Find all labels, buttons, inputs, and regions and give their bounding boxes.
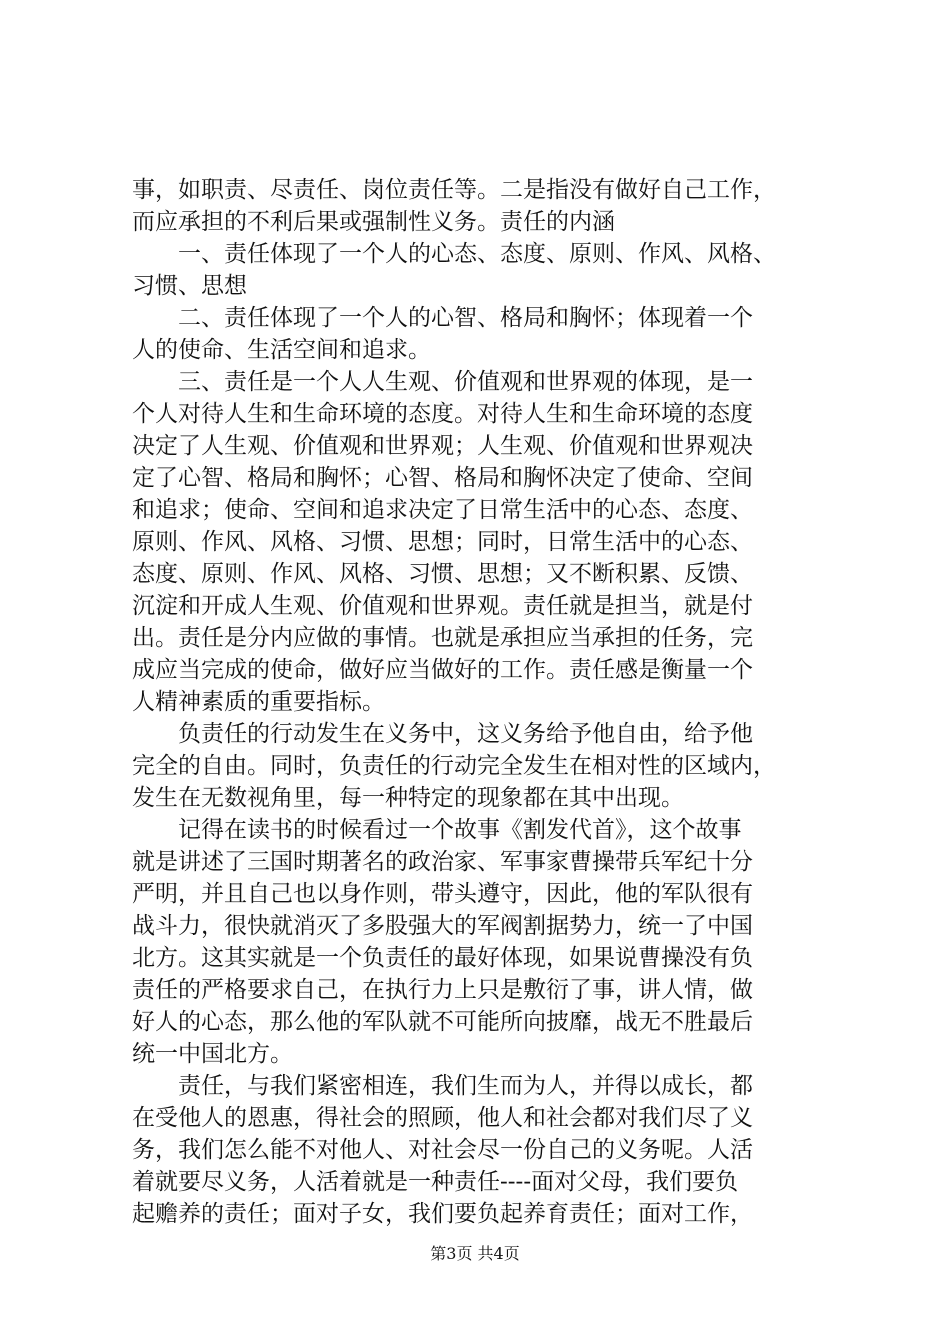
text-line: 好人的心态，那么他的军队就不可能所向披靡，战无不胜最后 [132,1009,753,1035]
text-line: 二、责任体现了一个人的心智、格局和胸怀；体现着一个 [132,305,753,331]
document-body [132,174,832,1230]
text-line: 发生在无数视角里，每一种特定的现象都在其中出现。 [132,785,684,811]
text-line: 沉淀和开成人生观、价值观和世界观。责任就是担当，就是付 [132,593,753,619]
text-line: 和追求；使命、空间和追求决定了日常生活中的心态、态度、 [132,497,753,523]
text-line: 态度、原则、作风、风格、习惯、思想；又不断积累、反馈、 [132,561,753,587]
text-line: 完全的自由。同时，负责任的行动完全发生在相对性的区域内， [132,753,776,779]
text-line: 责任的严格要求自己，在执行力上只是敷衍了事，讲人情，做 [132,977,753,1003]
text-line: 责任，与我们紧密相连，我们生而为人，并得以成长，都 [132,1073,753,1099]
text-line: 习惯、思想 [132,273,247,299]
text-line: 一、责任体现了一个人的心态、态度、原则、作风、风格、 [132,241,776,267]
text-line: 负责任的行动发生在义务中，这义务给予他自由，给予他 [132,721,753,747]
text-line: 而应承担的不利后果或强制性义务。责任的内涵 [132,209,615,235]
text-line: 记得在读书的时候看过一个故事《割发代首》，这个故事 [132,817,742,843]
text-line: 在受他人的恩惠，得社会的照顾，他人和社会都对我们尽了义 [132,1105,753,1131]
text-line: 原则、作风、风格、习惯、思想；同时，日常生活中的心态、 [132,529,753,555]
text-line: 起赡养的责任；面对子女，我们要负起养育责任；面对工作， [132,1201,753,1227]
page-footer: 第3页 共4页 [430,1244,520,1263]
text-line: 战斗力，很快就消灭了多股强大的军阀割据势力，统一了中国 [132,913,753,939]
text-line: 就是讲述了三国时期著名的政治家、军事家曹操带兵军纪十分 [132,849,753,875]
text-line: 人的使命、生活空间和追求。 [132,337,431,363]
text-line: 务，我们怎么能不对他人、对社会尽一份自己的义务呢。人活 [132,1137,753,1163]
text-line: 统一中国北方。 [132,1041,293,1067]
text-line: 三、责任是一个人人生观、价值观和世界观的体现，是一 [132,369,753,395]
text-line: 定了心智、格局和胸怀；心智、格局和胸怀决定了使命、空间 [132,465,753,491]
text-line: 成应当完成的使命，做好应当做好的工作。责任感是衡量一个 [132,657,753,683]
text-line: 个人对待人生和生命环境的态度。对待人生和生命环境的态度 [132,401,753,427]
text-line: 人精神素质的重要指标。 [132,689,385,715]
text-line: 事，如职责、尽责任、岗位责任等。二是指没有做好自己工作， [132,177,776,203]
text-line: 出。责任是分内应做的事情。也就是承担应当承担的任务，完 [132,625,753,651]
text-line: 严明，并且自己也以身作则，带头遵守，因此，他的军队很有 [132,881,753,907]
text-line: 着就要尽义务，人活着就是一种责任----面对父母，我们要负 [132,1169,739,1195]
text-line: 决定了人生观、价值观和世界观；人生观、价值观和世界观决 [132,433,753,459]
text-line: 北方。这其实就是一个负责任的最好体现，如果说曹操没有负 [132,945,753,971]
